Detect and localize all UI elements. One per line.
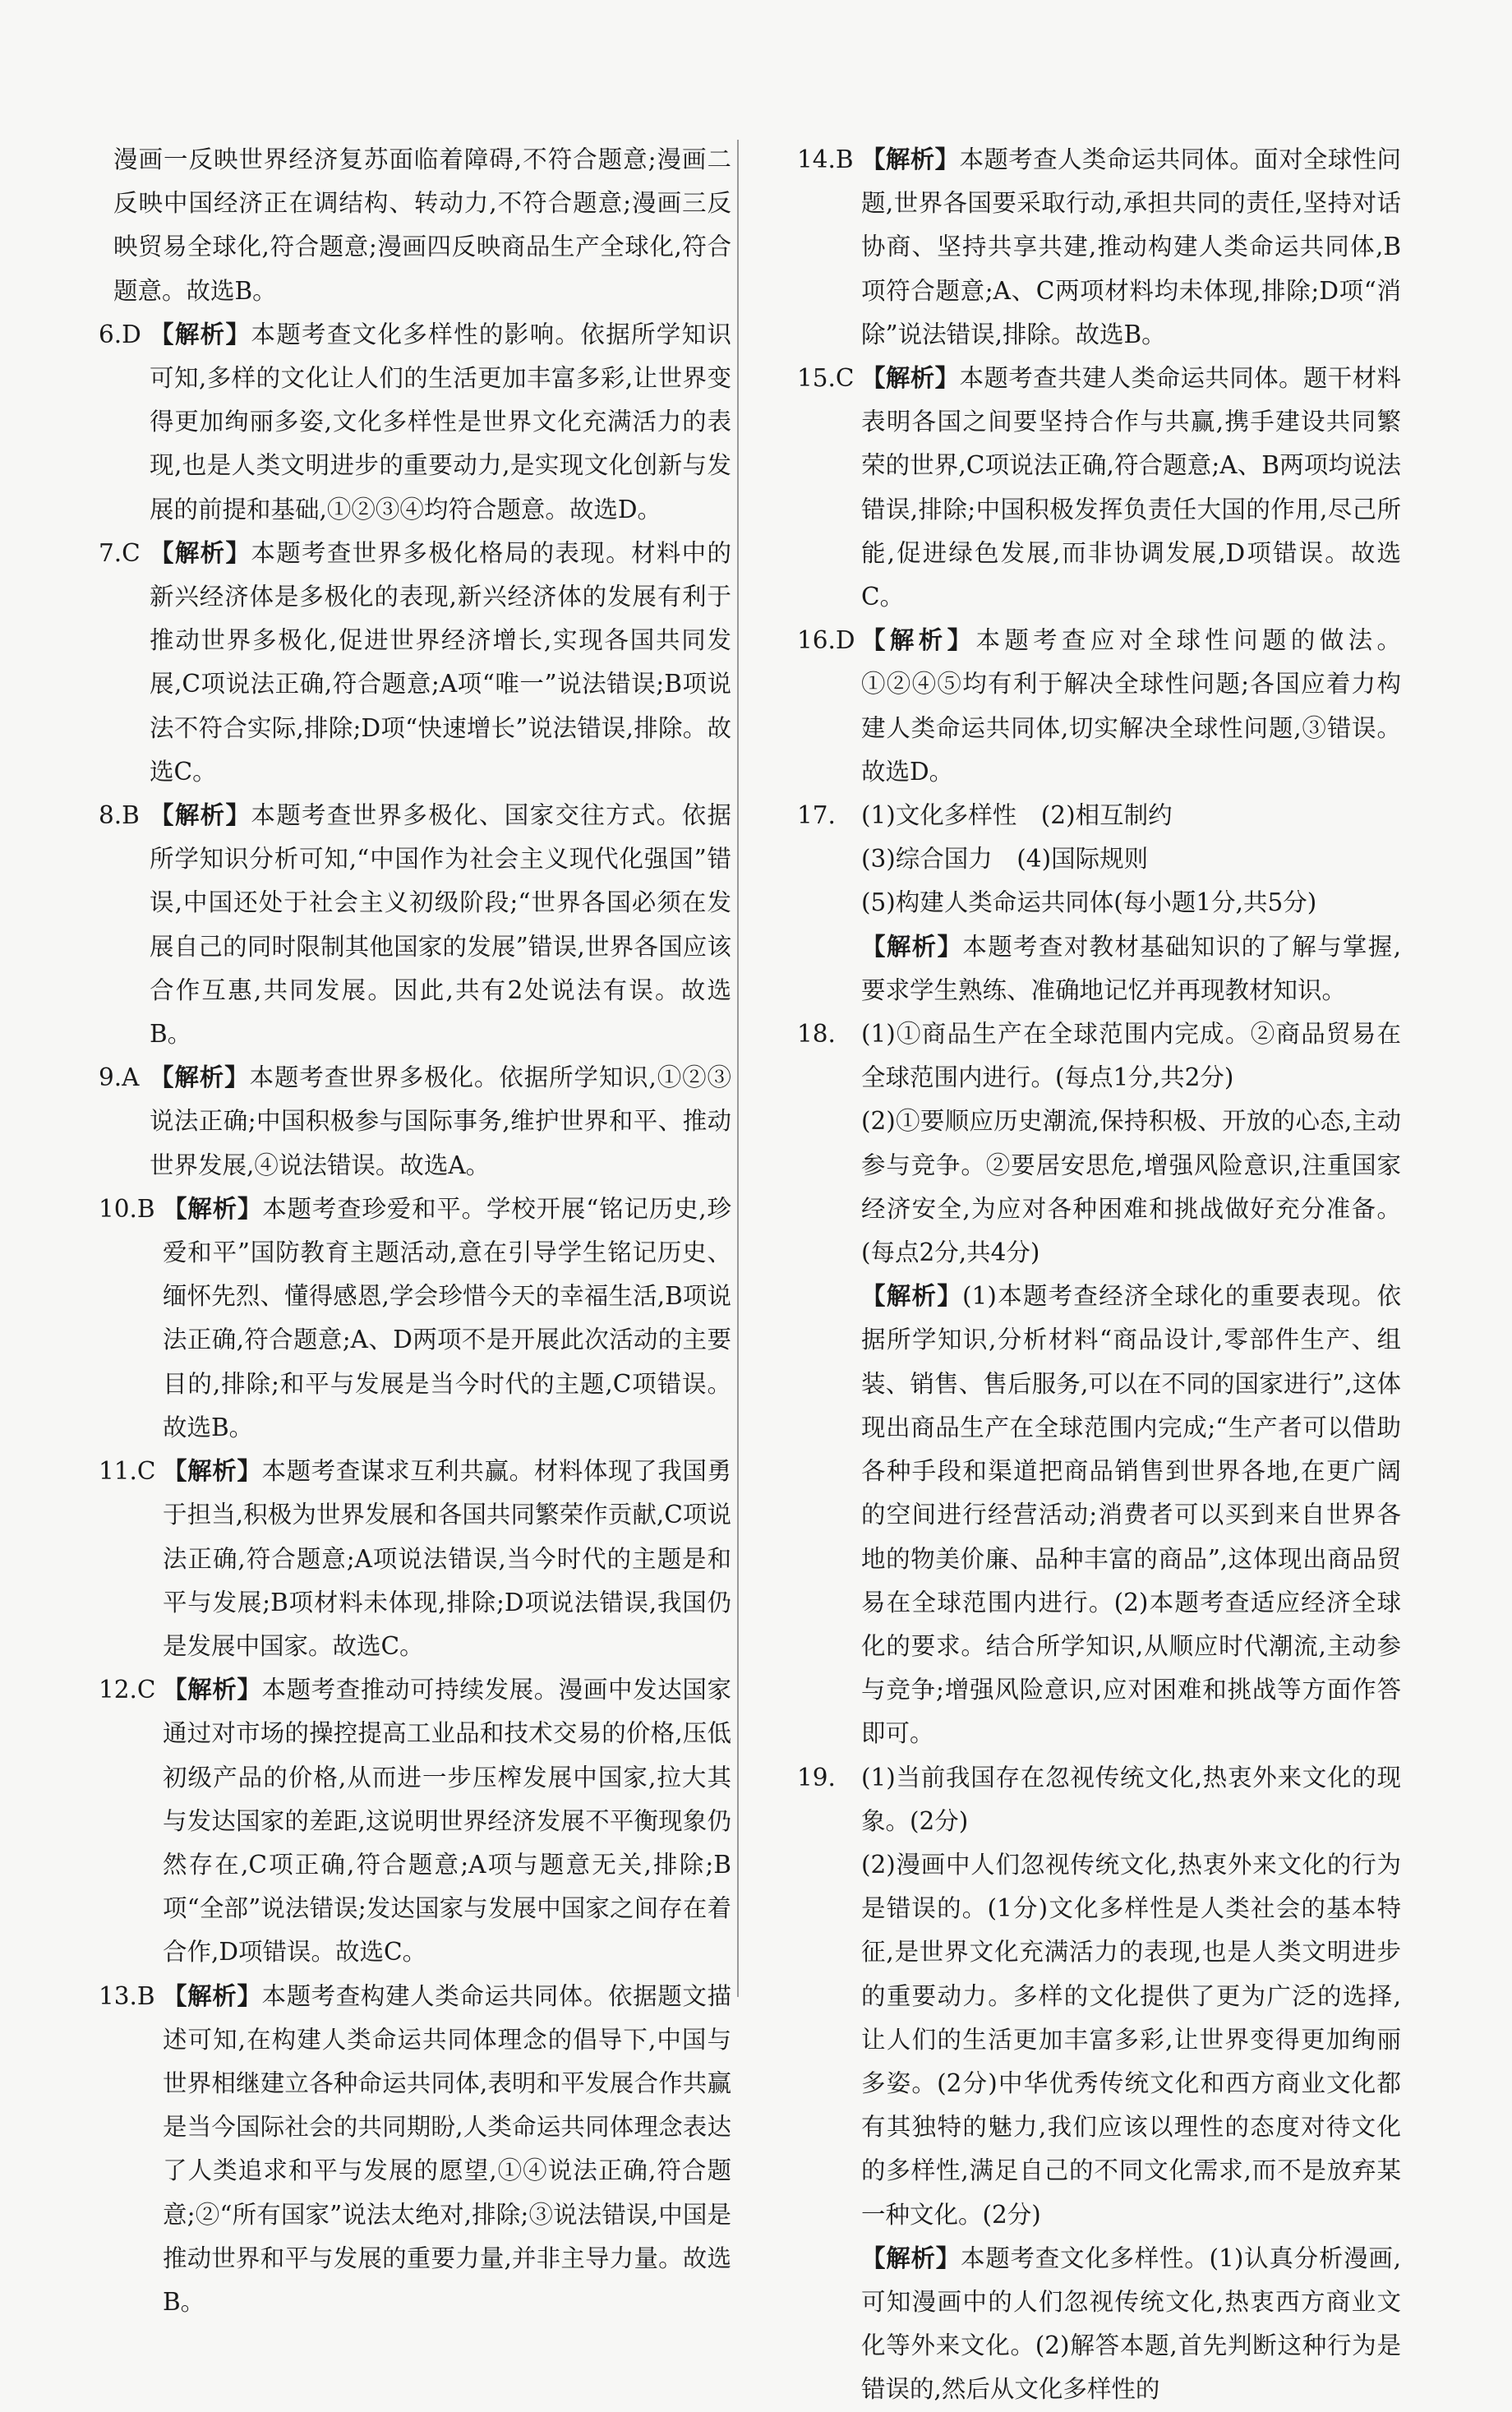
column-divider: [737, 140, 739, 1997]
analysis-text: (1)本题考查经济全球化的重要表现。依据所学知识,分析材料“商品设计,零部件生产、组装、销售、售后服务,可以在不同的国家进行”,这体现出商品生产在全球范围内完成;“生产者可以借助各种手段和渠道把商品销售到世界各地,在更广阔的空间进行经营活动;消费者可以买到来自世界各地的物美价廉、品种丰富的商品”,这体现出商品贸易在全球范围内进行。(2)本题考查适应经济全球化的要求。结合所学知识,从顺应时代潮流,主动参与竞争;增强风险意识,应对困难和挑战等方面作答即可。: [861, 1282, 1401, 1748]
answer-explanation: [150, 313, 731, 532]
answer-explanation: [861, 925, 1401, 1012]
analysis-text: 本题考查谋求互利共赢。材料体现了我国勇于担当,积极为世界发展和各国共同繁荣作贡献,C项说法正确,符合题意;A项说法错误,当今时代的主题是和平与发展;B项材料未体现,排除;D项说法错误,我国仍是发展中国家。故选C。: [163, 1457, 731, 1660]
answer-explanation: [150, 532, 731, 794]
answer-item-9: [99, 1056, 731, 1188]
analysis-text: 本题考查人类命运共同体。面对全球性问题,世界各国要采取行动,承担共同的责任,坚持对话协商、坚持共享共建,推动构建人类命运共同体,B项符合题意;A、C两项材料均未体现,排除;D项“消除”说法错误,排除。故选B。: [861, 145, 1401, 348]
analysis-text: 本题考查珍爱和平。学校开展“铭记历史,珍爱和平”国防教育主题活动,意在引导学生铭记历史、缅怀先烈、懂得感恩,学会珍惜今天的幸福生活,B项说法正确,符合题意;A、D两项不是开展此次活动的主要目的,排除;和平与发展是当今时代的主题,C项错误。故选B。: [163, 1194, 731, 1441]
analysis-text: 本题考查文化多样性。(1)认真分析漫画,可知漫画中的人们忽视传统文化,热衷西方商业文化等外来文化。(2)解答本题,首先判断这种行为是错误的,然后从文化多样性的: [861, 2244, 1401, 2404]
answer-explanation: [150, 1056, 731, 1188]
answer-explanation: [163, 1450, 731, 1668]
answer-item-16: [797, 619, 1401, 794]
answer-line: (1)文化多样性 (2)相互制约: [861, 801, 1173, 830]
analysis-tag: 【解析】: [163, 1676, 262, 1704]
answer-paragraph: (1)当前我国存在忽视传统文化,热衷外来文化的现象。(2分): [861, 1763, 1401, 1835]
analysis-tag: 【解析】: [163, 1457, 262, 1486]
answer-explanation: [150, 794, 731, 1056]
analysis-tag: 【解析】: [861, 626, 976, 655]
answer-item-14: [797, 138, 1401, 357]
answer-number: 10.B: [99, 1194, 155, 1223]
answer-content: [861, 794, 1401, 1012]
answer-item-13: [99, 1975, 731, 2325]
answer-paragraph: (2)漫画中人们忽视传统文化,热衷外来文化的行为是错误的。(1分)文化多样性是人类社会的基本特征,是世界文化充满活力的表现,也是人类文明进步的重要动力。多样的文化提供了更为广泛的选择,让人们的生活更加丰富多彩,让世界变得更加绚丽多姿。(2分)中华优秀传统文化和西方商业文化都有其独特的魅力,我们应该以理性的态度对待文化的多样性,满足自己的不同文化需求,而不是放弃某一种文化。(2分): [861, 1850, 1401, 2229]
analysis-tag: 【解析】: [861, 145, 960, 173]
answer-number: 12.C: [99, 1676, 156, 1704]
answer-paragraph: (2)①要顺应历史潮流,保持积极、开放的心态,主动参与竞争。②要居安思危,增强风险意识,注重国家经济安全,为应对各种困难和挑战做好充分准备。(每点2分,共4分): [861, 1107, 1401, 1267]
analysis-tag: 【解析】: [163, 1981, 262, 2010]
answer-number: 13.B: [99, 1981, 155, 2010]
answer-explanation: [163, 1188, 731, 1450]
answer-number: 16.D: [797, 626, 855, 655]
answer-item-15: [797, 357, 1401, 619]
answer-line: (3)综合国力 (4)国际规则: [861, 845, 1149, 874]
answer-item-8: [99, 794, 731, 1056]
analysis-text: 本题考查推动可持续发展。漫画中发达国家通过对市场的操控提高工业品和技术交易的价格,压低初级产品的价格,从而进一步压榨发展中国家,拉大其与发达国家的差距,这说明世界经济发展不平衡现象仍然存在,C项正确,符合题意;A项与题意无关,排除;B项“全部”说法错误;发达国家与发展中国家之间存在着合作,D项错误。故选C。: [163, 1676, 731, 1967]
q5-continuation: 漫画一反映世界经济复苏面临着障碍,不符合题意;漫画二反映中国经济正在调结构、转动力,不符合题意;漫画三反映贸易全球化,符合题意;漫画四反映商品生产全球化,符合题意。故选B。: [113, 145, 731, 305]
analysis-tag: 【解析】: [163, 1194, 263, 1223]
answer-number: 14.B: [797, 145, 854, 173]
answer-item-11: [99, 1450, 731, 1668]
answer-item-6: [99, 313, 731, 532]
analysis-text: 本题考查共建人类命运共同体。题干材料表明各国之间要坚持合作与共赢,携手建设共同繁荣的世界,C项说法正确,符合题意;A、B两项均说法错误,排除;中国积极发挥负责任大国的作用,尽己所能,促进绿色发展,而非协调发展,D项错误。故选C。: [861, 364, 1401, 611]
answer-content: [861, 1012, 1401, 1755]
answer-explanation: [861, 619, 1401, 794]
analysis-tag: 【解析】: [150, 801, 251, 830]
answer-line: (5)构建人类命运共同体(每小题1分,共5分): [861, 888, 1317, 917]
answer-item-10: [99, 1188, 731, 1450]
answer-number: 11.C: [99, 1457, 156, 1486]
analysis-tag: 【解析】: [861, 932, 963, 961]
answer-explanation: [163, 1668, 731, 1974]
analysis-tag: 【解析】: [861, 2244, 961, 2272]
answer-number: 9.A: [99, 1063, 140, 1092]
analysis-tag: 【解析】: [861, 364, 960, 393]
answer-number: 17.: [797, 801, 836, 830]
answer-number: 6.D: [99, 320, 141, 348]
right-column: [797, 138, 1401, 2412]
analysis-text: 本题考查文化多样性的影响。依据所学知识可知,多样的文化让人们的生活更加丰富多彩,让世界变得更加绚丽多姿,文化多样性是世界文化充满活力的表现,也是人类文明进步的重要动力,是实现文化创新与发展的前提和基础,①②③④均符合题意。故选D。: [150, 320, 731, 523]
analysis-tag: 【解析】: [150, 538, 251, 567]
left-column: [99, 138, 731, 2324]
answer-item-12: [99, 1668, 731, 1974]
answer-item-19: [797, 1756, 1401, 2412]
answer-item-18: [797, 1012, 1401, 1755]
analysis-tag: 【解析】: [150, 1063, 250, 1092]
answer-number: 15.C: [797, 364, 855, 393]
answer-content: [861, 1756, 1401, 2412]
answer-explanation: [861, 138, 1401, 357]
answer-explanation: [861, 2237, 1401, 2412]
answer-number: 18.: [797, 1020, 836, 1049]
analysis-text: 本题考查世界多极化格局的表现。材料中的新兴经济体是多极化的表现,新兴经济体的发展有利于推动世界多极化,促进世界经济增长,实现各国共同发展,C项说法正确,符合题意;A项“唯一”说法错误;B项说法不符合实际,排除;D项“快速增长”说法错误,排除。故选C。: [150, 538, 731, 786]
answer-explanation: [163, 1975, 731, 2325]
analysis-tag: 【解析】: [150, 320, 251, 348]
analysis-text: 本题考查世界多极化、国家交往方式。依据所学知识分析可知,“中国作为社会主义现代化强国”错误,中国还处于社会主义初级阶段;“世界各国必须在发展自己的同时限制其他国家的发展”错误,世界各国应该合作互惠,共同发展。因此,共有2处说法有误。故选B。: [150, 801, 731, 1049]
answer-explanation: [861, 357, 1401, 619]
answer-item-17: [797, 794, 1401, 1012]
analysis-text: 本题考查对教材基础知识的了解与掌握,要求学生熟练、准确地记忆并再现教材知识。: [861, 932, 1401, 1004]
answer-item-7: [99, 532, 731, 794]
answer-paragraph: (1)①商品生产在全球范围内完成。②商品贸易在全球范围内进行。(每点1分,共2分): [861, 1020, 1401, 1092]
answer-number: 8.B: [99, 801, 140, 830]
analysis-text: 本题考查构建人类命运共同体。依据题文描述可知,在构建人类命运共同体理念的倡导下,中国与世界相继建立各种命运共同体,表明和平发展合作共赢是当今国际社会的共同期盼,人类命运共同体理念表达了人类追求和平与发展的愿望,①④说法正确,符合题意;②“所有国家”说法太绝对,排除;③说法错误,中国是推动世界和平与发展的重要力量,并非主导力量。故选B。: [163, 1981, 731, 2316]
analysis-text: 本题考查应对全球性问题的做法。①②④⑤均有利于解决全球性问题;各国应着力构建人类命运共同体,切实解决全球性问题,③错误。故选D。: [861, 626, 1401, 786]
analysis-tag: 【解析】: [861, 1282, 963, 1311]
answer-number: 19.: [797, 1763, 836, 1792]
analysis-text: 本题考查世界多极化。依据所学知识,①②③说法正确;中国积极参与国际事务,维护世界和平、推动世界发展,④说法错误。故选A。: [150, 1063, 731, 1179]
answer-number: 7.C: [99, 538, 141, 567]
answer-explanation: [861, 1275, 1401, 1755]
